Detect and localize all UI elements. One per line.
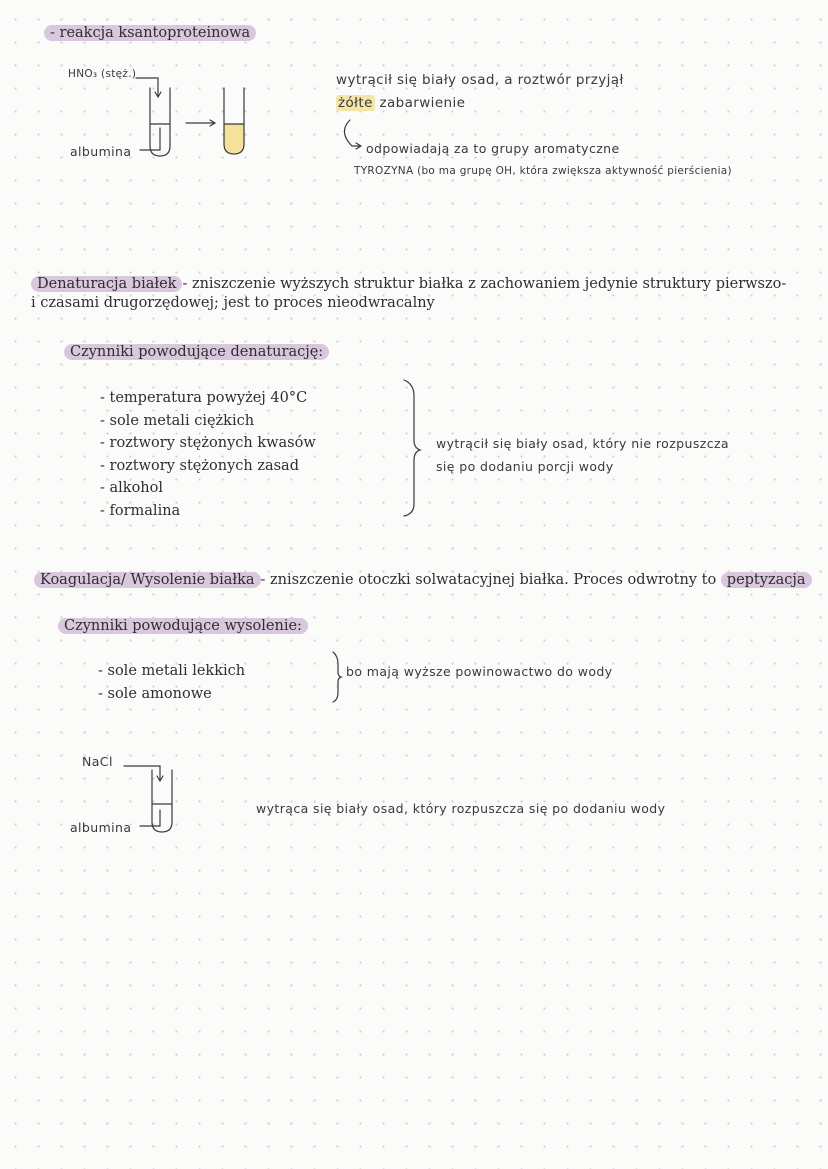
yellow-word: żółte [338, 95, 373, 111]
list-item: - sole metali ciężkich [100, 412, 255, 429]
nacl-label: NaCl [82, 754, 113, 769]
coagulation-reason: bo mają wyższe powinowactwo do wody [346, 664, 613, 679]
test-tube-yellow-fill [224, 124, 244, 154]
list-item: - sole metali lekkich [98, 663, 246, 679]
substrate-label-2: albumina [70, 820, 132, 835]
list-item: - temperatura powyżej 40°C [100, 390, 308, 406]
reagent-arrow [136, 78, 158, 96]
coagulation-term: Koagulacja/ Wysolenie białka [34, 572, 261, 588]
coagulation-result: wytrąca się biały osad, który rozpuszcza się po dodaniu wody [256, 801, 666, 816]
nacl-arrow [124, 766, 160, 780]
list-item: - sole amonowe [98, 685, 212, 702]
coagulation-definition: Koagulacja/ Wysolenie białka - zniszczenie otoczki solwatacyjnej białka. Proces odwrotny to peptyzacja [34, 572, 812, 588]
denaturation-factors-list [100, 387, 316, 523]
denaturation-definition: Denaturacja białek - zniszczenie wyższych struktur białka z zachowaniem jedynie struktury pierwszo- i czasami drugorzędowej; jest to proces nieodwracalny [31, 276, 787, 311]
brace-coagulation [333, 652, 341, 702]
coagulation-factors-list [98, 660, 245, 705]
cause-note: odpowiadają za to grupy aromatyczne [366, 141, 620, 156]
list-item: - roztwory stężonych kwasów [100, 435, 316, 452]
observation-line1: wytrącił się biały osad, a roztwór przyjął [336, 72, 624, 88]
coagulation-factors-title: Czynniki powodujące wysolenie: [58, 618, 308, 634]
list-item: - roztwory stężonych zasad [100, 457, 299, 474]
section-title-xanto: - reakcja ksantoproteinowa [44, 25, 256, 41]
denaturation-result-line2: się po dodaniu porcji wody [436, 459, 614, 474]
denaturation-result-line1: wytrącił się biały osad, który nie rozpuszcza [436, 436, 729, 451]
list-item: - alkohol [100, 480, 164, 497]
brace-denaturation [404, 380, 420, 516]
list-item: - formalina [100, 502, 181, 519]
denaturation-term: Denaturacja białek [31, 276, 182, 292]
observation-line2: żółte zabarwienie [338, 95, 466, 111]
test-tube-3 [152, 770, 172, 832]
tyrosine-note: TYROZYNA (bo ma grupę OH, która zwiększa aktywność pierścienia) [354, 165, 732, 177]
substrate-label: albumina [70, 144, 132, 159]
peptization-term: peptyzacja [721, 572, 812, 588]
hook-arrow [344, 120, 360, 146]
reagent-label: HNO₃ (stęż.) [68, 68, 137, 80]
denaturation-factors-title: Czynniki powodujące denaturację: [64, 344, 329, 360]
